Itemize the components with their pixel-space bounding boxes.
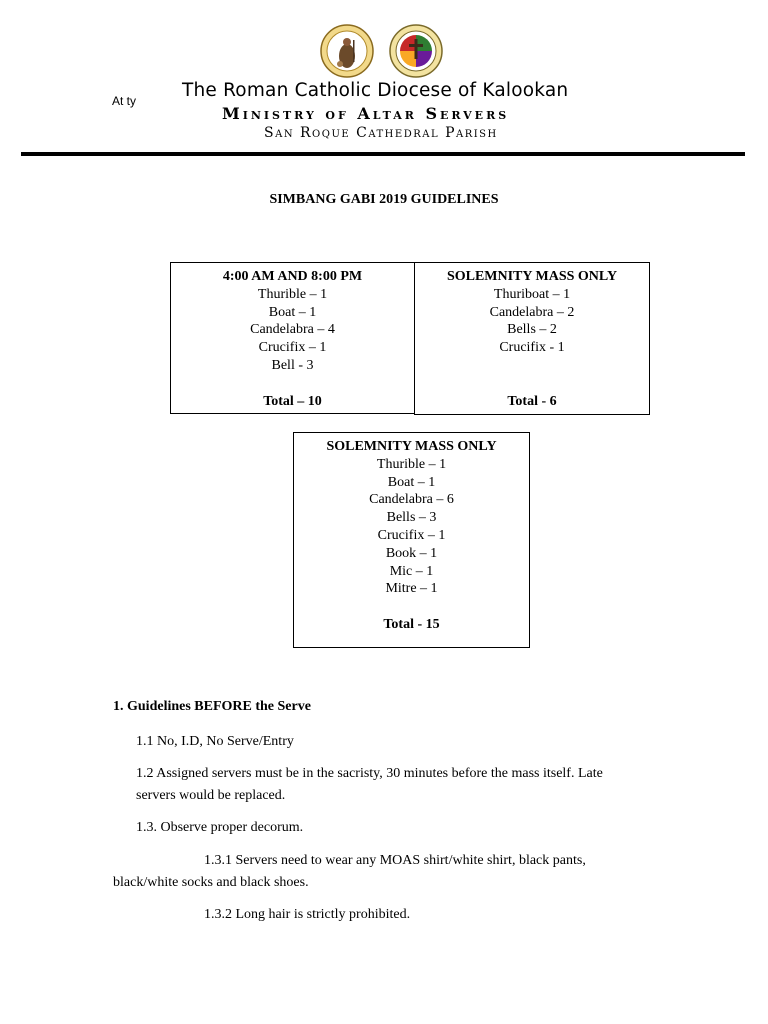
table-item: Thurible – 1 (257, 286, 328, 302)
guidelines-heading: 1. Guidelines BEFORE the Serve (113, 699, 311, 714)
header-divider (21, 152, 745, 156)
document-title: SIMBANG GABI 2019 GUIDELINES (269, 192, 499, 207)
table-header: 4:00 AM AND 8:00 PM (222, 269, 363, 284)
table-item: Thurible – 1 (376, 456, 447, 472)
diocese-name: The Roman Catholic Diocese of Kalookan (182, 80, 569, 101)
schedule-table-solemnity-a (414, 262, 650, 415)
attachment-label: At ty (112, 94, 137, 108)
schedule-table-4am-8pm (170, 262, 415, 414)
guideline-1-3-2: 1.3.2 Long hair is strictly prohibited. (204, 907, 411, 922)
table-header: SOLEMNITY MASS ONLY (326, 439, 497, 454)
table-item: Crucifix – 1 (377, 527, 446, 543)
guideline-1-3-1-line2: black/white socks and black shoes. (113, 875, 309, 890)
table-item: Bells – 3 (386, 510, 437, 526)
guideline-1-1: 1.1 No, I.D, No Serve/Entry (136, 734, 294, 749)
guideline-1-3-1-line1: 1.3.1 Servers need to wear any MOAS shirt/white shirt, black pants, (204, 853, 586, 868)
table-header: SOLEMNITY MASS ONLY (446, 269, 618, 284)
table-item: Boat – 1 (387, 474, 436, 490)
guideline-1-2-line2: servers would be replaced. (136, 788, 286, 803)
table-item: Thuriboat – 1 (493, 286, 571, 302)
table-item: Candelabra – 2 (489, 304, 575, 320)
table-item: Mic – 1 (389, 563, 434, 579)
table-item: Candelabra – 4 (250, 322, 335, 338)
table-total: Total – 10 (263, 393, 322, 409)
san-roque-seal-icon (320, 24, 374, 78)
ministry-name: Ministry of Altar Servers (222, 104, 510, 123)
table-item: Crucifix - 1 (499, 340, 565, 356)
guideline-1-2-line1: 1.2 Assigned servers must be in the sacristy, 30 minutes before the mass itself. Late (136, 766, 603, 781)
schedule-table-solemnity-b (293, 432, 530, 648)
table-item: Book – 1 (385, 545, 438, 561)
table-total: Total - 6 (507, 393, 557, 409)
table-item: Mitre – 1 (385, 581, 438, 597)
table-item: Candelabra – 6 (369, 492, 454, 508)
table-item: Crucifix – 1 (258, 340, 327, 356)
parish-name: San Roque Cathedral Parish (264, 125, 498, 141)
guideline-1-3: 1.3. Observe proper decorum. (136, 820, 304, 835)
diocese-seal-icon (389, 24, 443, 78)
table-item: Bells – 2 (507, 322, 557, 338)
table-item: Boat – 1 (268, 304, 317, 320)
table-item: Bell - 3 (271, 357, 314, 373)
table-total: Total - 15 (383, 617, 440, 633)
